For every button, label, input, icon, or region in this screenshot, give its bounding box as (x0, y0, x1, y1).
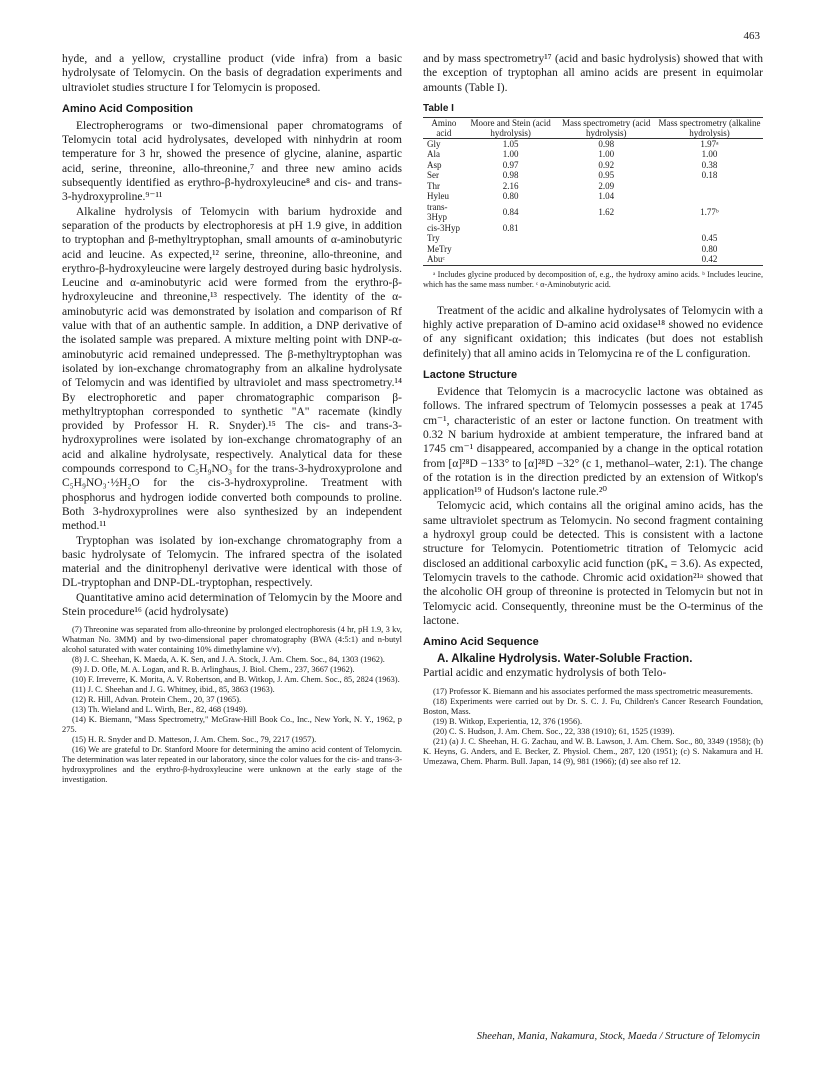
footnote: (14) K. Biemann, "Mass Spectrometry," McGraw-Hill Book Co., Inc., New York, N. Y., 1962, p 275. (62, 715, 402, 735)
table-cell-amino-acid: cis-3Hyp (427, 222, 460, 233)
footnote: (17) Professor K. Biemann and his associates performed the mass spectrometric measurements. (433, 686, 753, 696)
table-cell-value: 1.97ᵃ (700, 138, 719, 149)
table-cell-value (656, 223, 763, 234)
table-notes (423, 270, 763, 290)
table-cell-value (465, 244, 557, 255)
footnote: (12) R. Hill, Advan. Protein Chem., 20, 37 (1965). (72, 695, 242, 705)
table-cell-value: 2.09 (598, 180, 615, 191)
heading-amino-acid-sequence: Amino Acid Sequence (423, 636, 539, 649)
left-column (62, 52, 402, 785)
table-header: Amino acid (423, 117, 465, 138)
section-a-title: A. Alkaline Hydrolysis. Water-Soluble Fraction. (437, 653, 693, 666)
left-para-1: Electropherograms or two-dimensional paper chromatograms of Telomycin total acid hydrolysates, developed with ninhydrin at room temperature for 3 hr, showed the presence of glycine, alanine, aspartic acid, serine, threonine, allo-threonine,⁷ and three new amino acids subsequently identified as erythro-β-hydroxyleucine⁸ and cis- and trans-3-hydroxyproline.⁹⁻¹¹ (62, 119, 402, 204)
amino-acid-table (423, 117, 763, 266)
table-cell-amino-acid: Hyleu (427, 191, 449, 202)
footnote: (19) B. Witkop, Experientia, 12, 376 (1956). (433, 716, 583, 726)
left-footnotes (62, 625, 402, 785)
table-cell-value (557, 244, 656, 255)
table-cell-value: 0.38 (701, 159, 718, 170)
footnote: (16) We are grateful to Dr. Stanford Moore for determining the amino acid content of Telomycin. The determination was later repeated in our laboratory, since the color values for the cis- and trans-3-hydroxyprolines and the erythro-β-hydroxyleucine were unknown at the early stage of the investigation. (62, 745, 402, 785)
table-cell-value: 1.00 (701, 149, 718, 160)
section-a-heading (423, 652, 763, 666)
footnote: (20) C. S. Hudson, J. Am. Chem. Soc., 22, 338 (1910); 61, 1525 (1939). (433, 726, 675, 736)
footnote: (18) Experiments were carried out by Dr. S. C. J. Fu, Children's Cancer Research Foundation, Boston, Mass. (423, 696, 763, 716)
table-header-row (423, 117, 763, 138)
footnote: (21) (a) J. C. Sheehan, H. G. Zachau, and W. B. Lawson, J. Am. Chem. Soc., 80, 3349 (1958); (b) K. Heyns, G. Anders, and E. Becker, Z. Physiol. Chem., 287, 120 (1951); (c) S. Nakamura and H. Umezawa, Chem. Pharm. Bull. Japan, 14 (9), 981 (1966); (d) see also ref 12. (423, 736, 763, 766)
table-cell-value: 1.62 (598, 207, 615, 218)
running-footer: Sheehan, Mania, Nakamura, Stock, Maeda / Structure of Telomycin (476, 1031, 760, 1042)
heading-lactone-structure: Lactone Structure (423, 369, 518, 382)
table-cell-value: 1.00 (598, 149, 615, 160)
table-cell-value: 0.97 (502, 159, 519, 170)
heading-amino-acid-composition: Amino Acid Composition (62, 102, 193, 115)
table-cell-value: 1.77ᵇ (700, 207, 719, 218)
right-para-4: Partial acidic and enzymatic hydrolysis of both Telo- (423, 667, 667, 680)
table-cell-amino-acid: Gly (427, 138, 441, 149)
right-para-0: and by mass spectrometry¹⁷ (acid and basic hydrolysis) showed that with the exception of tryptophan all amino acids are present in equimolar amounts (Table I). (423, 53, 763, 94)
table-cell-value: 1.04 (598, 191, 615, 202)
table-row (423, 149, 763, 160)
table-cell-amino-acid: Asp (427, 159, 442, 170)
left-para-4: Quantitative amino acid determination of Telomycin by the Moore and Stein procedure¹⁶ (acid hydrolysate) (62, 591, 402, 618)
table-row (423, 160, 763, 171)
table-cell-value: 0.80 (502, 191, 519, 202)
table-note: ᵃ Includes glycine produced by decomposition of, e.g., the hydroxy amino acids. ᵇ Includes leucine, which has the same mass number. ᶜ α-Aminobutyric acid. (423, 269, 763, 289)
table-cell-value: 0.92 (598, 159, 615, 170)
table-cell-value: 1.00 (502, 149, 519, 160)
left-para-0: hyde, and a yellow, crystalline product (vide infra) from a basic hydrolysate of Telomycin. On the basis of degradation experiments and ultraviolet studies structure I for Telomycin is proposed. (62, 53, 402, 94)
right-footnotes (423, 687, 763, 767)
table-cell-value: 0.84 (502, 207, 519, 218)
table-cell-amino-acid: Ala (427, 149, 440, 160)
table-row (423, 254, 763, 265)
table-cell-amino-acid: trans-3Hyp (427, 201, 448, 223)
left-para-2: Alkaline hydrolysis of Telomycin with barium hydroxide and separation of the products by electrophoresis at pH 1.9 give, in addition to tryptophan and β-methyltryptophan, small amounts of α-aminobutyric acid and leucine. As expected,¹² serine, threonine, allo-threonine, and erythro-β-hydroxyleucine were largely destroyed during basic hydrolysis. Leucine and α-aminobutyric acid were formed from the erythro-β-hydroxyleucine and threonine,¹³ respectively. The identity of the α-aminobutyric acid was demonstrated by isolation and comparison of Rf value with that of an authentic sample. In addition, a DNP derivative of the isolated sample was prepared. A mixture melting point with DNP-α-aminobutyric acid remained undepressed. The β-methyltryptophan was isolated by ion-exchange chromatography from an alkaline hydrolysate of Telomycin and was identified by ultraviolet and mass spectrometry.¹⁴ By electrophoretic and paper chromatographic comparison β-methyltryptophan corresponded to synthetic "A" racemate (kindly provided by Professor H. R. Snyder).¹⁵ The cis- and trans-3-hydroxyprolines were isolated by ion-exchange chromatography of an acid and alkaline hydrolysate, respectively. Analytical data for these compounds correspond to C₅H₉NO₃ for the trans-3-hydroxyprolone and C₅H₉NO₃·½H₂O for the cis-3-hydroxyproline. Treatment with phosphorus and hydrogen iodide converted both compounds to proline. Both 3-hydroxyprolines were also synthesized by an independent method.¹¹ (62, 205, 402, 533)
table-header: Moore and Stein (acid hydrolysis) (465, 117, 557, 138)
footnote: (7) Threonine was separated from allo-threonine by prolonged electrophoresis (4 hr, pH 1.9, 3 kv, Whatman No. 3MM) and by two-dimensional paper chromatography (BWA (4:5:1) and n-butyl alcohol saturated with water containing 10% dimethylamine v/v). (62, 625, 402, 655)
table-cell-value: 0.81 (502, 222, 519, 233)
table-row (423, 170, 763, 181)
right-column (423, 52, 763, 767)
right-para-2: Evidence that Telomycin is a macrocyclic lactone was obtained as follows. The infrared spectrum of Telomycin possesses a peak at 1745 cm⁻¹, characteristic of an ester or lactone function. On treatment with 0.32 N barium hydroxide at ambient temperature, the infrared band at 1745 cm⁻¹ disappeared, accompanied by a change in the optical rotation from [α]²⁸D −133° to [α]²⁸D −32° (c 1, methanol–water, 2:1). The change of the rotation is in the direction predicted by an extension of Witkop's application¹⁹ of Hudson's lactone rule.²⁰ (423, 386, 763, 499)
table-row (423, 138, 763, 149)
table-row (423, 223, 763, 234)
table-cell-value: 0.18 (701, 170, 718, 181)
footnote: (13) Th. Wieland and L. Wirth, Ber., 82, 468 (1949). (72, 705, 248, 715)
table-body (423, 138, 763, 265)
table-cell-value: 0.98 (502, 170, 519, 181)
table-cell-amino-acid: Thr (427, 180, 440, 191)
footnote: (9) J. D. Ofle, M. A. Logan, and R. B. Arlinghaus, J. Biol. Chem., 237, 3667 (1962). (72, 665, 355, 675)
footnote: (11) J. C. Sheehan and J. G. Whitney, ibid., 85, 3863 (1963). (72, 685, 275, 695)
page-number: 463 (743, 30, 760, 42)
right-para-1: Treatment of the acidic and alkaline hydrolysates of Telomycin with a highly active preparation of D-amino acid oxidase¹⁸ showed no evidence of any significant oxidation; this indicates (but does not establish definitely) that all amino acids in Telomycina re of the L configuration. (423, 304, 763, 360)
table-cell-amino-acid: Ser (427, 170, 439, 181)
table-row (423, 233, 763, 244)
table-cell-amino-acid: Try (427, 233, 440, 244)
table-cell-value: 0.80 (701, 243, 718, 254)
table-caption: Table I (423, 102, 454, 114)
table-cell-value (465, 233, 557, 244)
table-cell-value (557, 223, 656, 234)
table-header: Mass spectrometry (alkaline hydrolysis) (656, 117, 763, 138)
table-row (423, 202, 763, 223)
table-header: Mass spectrometry (acid hydrolysis) (557, 117, 656, 138)
right-para-3: Telomycic acid, which contains all the original amino acids, has the same ultraviolet spectrum as Telomycin. No second fragment containing a hydroxyl group could be detected. This is consistent with a lactone structure for Telomycin. Potentiometric titration of Telomycic acid disclosed an additional carboxylic acid function (pKₐ = 3.6). As expected, Telomycin travels to the cathode. Chromic acid oxidation²¹ᵃ showed that the alcoholic OH group of threonine is protected in Telomycin but not in Telomycic acid. Consequently, threonine must be the O-terminus of the lactone. (423, 500, 763, 627)
table-row (423, 181, 763, 192)
footnote: (8) J. C. Sheehan, K. Maeda, A. K. Sen, and J. A. Stock, J. Am. Chem. Soc., 84, 1303 (1962). (72, 655, 385, 665)
table-cell-value: 2.16 (502, 180, 519, 191)
table-cell-value (557, 254, 656, 265)
table-cell-value (465, 254, 557, 265)
table-cell-value: 0.45 (701, 233, 718, 244)
table-cell-value: 0.42 (701, 254, 718, 265)
table-cell-value: 0.98 (598, 138, 615, 149)
footnote: (10) F. Irreverre, K. Morita, A. V. Robertson, and B. Witkop, J. Am. Chem. Soc., 85, 2824 (1963). (72, 675, 400, 685)
table-row (423, 191, 763, 202)
table-cell-value: 1.05 (502, 138, 519, 149)
footnote: (15) H. R. Snyder and D. Matteson, J. Am. Chem. Soc., 79, 2217 (1957). (72, 735, 317, 745)
table-cell-value (656, 191, 763, 202)
table-cell-value (557, 233, 656, 244)
table-row (423, 244, 763, 255)
left-para-3: Tryptophan was isolated by ion-exchange chromatography from a basic hydrolysate of Telomycin. The infrared spectra of the isolated material and the dinitrophenyl derivative were identical with those of DL-tryptophan and DNP-DL-tryptophan, respectively. (62, 534, 402, 590)
table-cell-amino-acid: MeTry (427, 243, 452, 254)
table-cell-value (656, 181, 763, 192)
table-cell-amino-acid: Abuᶜ (427, 254, 445, 265)
table-cell-value: 0.95 (598, 170, 615, 181)
